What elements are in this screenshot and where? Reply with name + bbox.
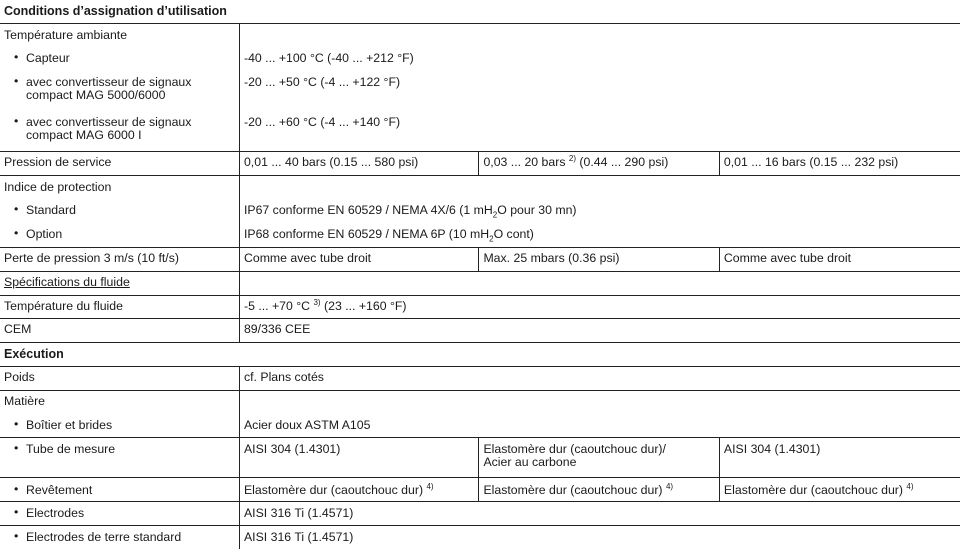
standard-value: IP67 conforme EN 60529 / NEMA 4X/6 (1 $mH_2O$ pour 30 mn) — [239, 199, 960, 223]
footnote-2: 2) — [568, 153, 577, 163]
section-header-execution — [0, 342, 960, 366]
cem-value: 89/336 CEE — [239, 318, 960, 342]
row-standard — [0, 199, 960, 223]
boitier-label: • Boîtier et brides — [26, 418, 112, 432]
capteur-value: -40 ... +100 °C (-40 ... +212 °F) — [239, 47, 960, 71]
row-capteur — [0, 47, 960, 71]
mag5000-label-2: compact MAG 5000/6000 — [26, 88, 166, 102]
specifications-fluide-label: Spécifications du fluide — [4, 274, 130, 289]
tube-value-3: AISI 304 (1.4301) — [719, 437, 960, 477]
cem-label: CEM — [0, 318, 239, 342]
revetement-value-1: Elastomère dur (caoutchouc dur) $^{4)}$ — [239, 477, 478, 501]
tube-value-2: Elastomère dur (caoutchouc dur)/ Acier au carbone — [479, 437, 719, 477]
mag5000-value: -20 ... +50 °C (-4 ... +122 °F) — [239, 71, 960, 111]
option-value: IP68 conforme EN 60529 / NEMA 6P (10 $mH_2O$ cont) — [239, 223, 960, 247]
row-mag6000i — [0, 111, 960, 151]
row-indice-protection — [0, 175, 960, 199]
pression-value-1: 0,01 ... 40 bars (0.15 ... 580 psi) — [239, 151, 478, 175]
boitier-value: Acier doux ASTM A105 — [239, 414, 960, 437]
mag6000i-value: -20 ... +60 °C (-4 ... +140 °F) — [239, 111, 960, 151]
row-mag5000 — [0, 71, 960, 111]
row-tube-mesure — [0, 437, 960, 477]
row-specifications-fluide — [0, 271, 960, 295]
revetement-value-3: Elastomère dur (caoutchouc dur) $^{4)}$ — [719, 477, 960, 501]
standard-label: • Standard — [26, 203, 76, 217]
pression-value-3: 0,01 ... 16 bars (0.15 ... 232 psi) — [719, 151, 960, 175]
row-temperature-fluide — [0, 295, 960, 318]
electrodes-value: AISI 316 Ti (1.4571) — [239, 501, 960, 525]
section-header-conditions — [0, 0, 960, 23]
electrodes-label: • Electrodes — [26, 506, 84, 520]
temperature-fluide-label: Température du fluide — [0, 295, 239, 318]
mag6000i-label-2: compact MAG 6000 I — [26, 128, 142, 142]
row-option — [0, 223, 960, 247]
row-electrodes-terre — [0, 525, 960, 549]
mag6000i-label-1: • avec convertisseur de signaux — [26, 115, 191, 129]
pression-value-2: 0,03 ... 20 bars $^{2)}$ (0.44 ... 290 psi) — [479, 151, 719, 175]
row-perte-pression — [0, 247, 960, 271]
matiere-label: Matière — [4, 393, 46, 408]
row-cem — [0, 318, 960, 342]
indice-protection-label: Indice de protection — [4, 179, 112, 194]
row-temperature-ambiante — [0, 23, 960, 47]
row-pression — [0, 151, 960, 175]
footnote-4: 4) — [665, 481, 674, 491]
perte-value-3: Comme avec tube droit — [719, 247, 960, 271]
poids-label: Poids — [0, 366, 239, 390]
option-label: • Option — [26, 227, 62, 241]
section-title-execution: Exécution — [0, 342, 960, 366]
temperature-fluide-value: -5 ... +70 °C $^{3)}$ (23 ... +160 °F) — [239, 295, 960, 318]
temperature-ambiante-label: Température ambiante — [4, 27, 128, 42]
perte-pression-label: Perte de pression 3 m/s (10 ft/s) — [0, 247, 239, 271]
footnote-4: 4) — [426, 481, 434, 491]
row-matiere — [0, 390, 960, 414]
pression-label: Pression de service — [0, 151, 239, 175]
tube-mesure-label: • Tube de mesure — [26, 442, 115, 456]
electrodes-terre-value: AISI 316 Ti (1.4571) — [239, 525, 960, 549]
footnote-3: 3) — [313, 297, 321, 307]
footnote-4: 4) — [906, 481, 914, 491]
revetement-label: • Revêtement — [26, 483, 92, 497]
row-poids — [0, 366, 960, 390]
capteur-label: • Capteur — [26, 51, 70, 65]
row-electrodes — [0, 501, 960, 525]
section-title-conditions: Conditions d’assignation d’utilisation — [0, 0, 960, 23]
perte-value-1: Comme avec tube droit — [239, 247, 478, 271]
mag5000-label-1: • avec convertisseur de signaux — [26, 75, 191, 89]
tube-value-1: AISI 304 (1.4301) — [239, 437, 478, 477]
perte-value-2: Max. 25 mbars (0.36 psi) — [479, 247, 719, 271]
row-boitier — [0, 414, 960, 437]
row-revetement — [0, 477, 960, 501]
revetement-value-2: Elastomère dur (caoutchouc dur) $^{4)}$ — [479, 477, 719, 501]
poids-value: cf. Plans cotés — [239, 366, 960, 390]
electrodes-terre-label: • Electrodes de terre standard — [26, 530, 181, 544]
